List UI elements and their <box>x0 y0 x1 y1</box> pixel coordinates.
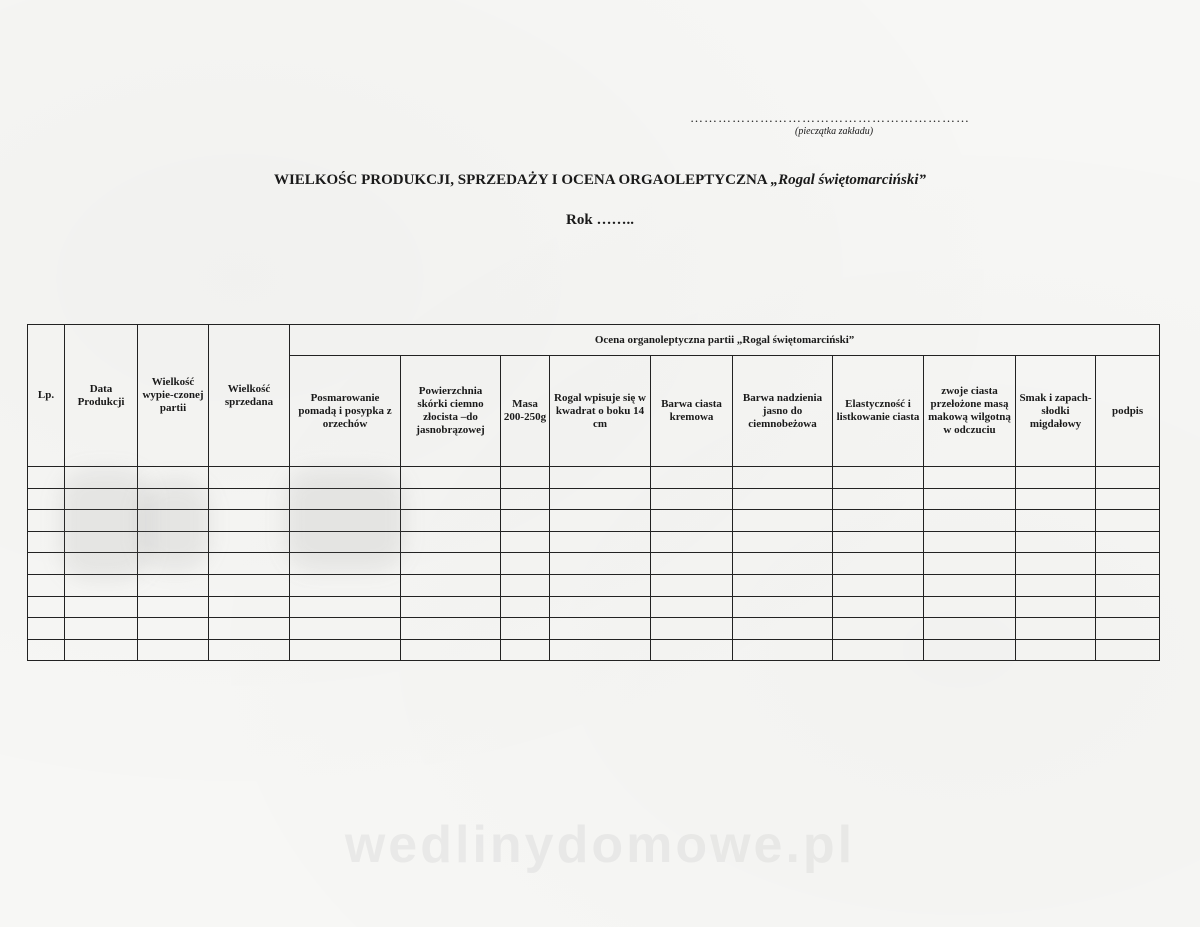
table-cell[interactable] <box>1096 639 1160 661</box>
table-cell[interactable] <box>138 639 209 661</box>
title-product: „Rogal świętomarciński” <box>770 172 927 188</box>
table-cell[interactable] <box>550 574 651 596</box>
table-cell[interactable] <box>1096 618 1160 640</box>
table-cell[interactable] <box>209 574 290 596</box>
title-main: WIELKOŚC PRODUKCJI, SPRZEDAŻY I OCENA ORGAOLEPTYCZNA <box>273 172 771 188</box>
table-cell[interactable] <box>1096 488 1160 510</box>
table-cell[interactable] <box>28 596 65 618</box>
table-cell[interactable] <box>651 488 733 510</box>
table-cell[interactable] <box>401 553 501 575</box>
header-batch-size: Wielkość wypie-czonej partii <box>138 325 209 467</box>
table-cell[interactable] <box>924 596 1016 618</box>
table-cell[interactable] <box>651 618 733 640</box>
table-cell[interactable] <box>1096 553 1160 575</box>
header-elasticity: Elastyczność i listkowanie ciasta <box>833 356 924 467</box>
table-cell[interactable] <box>501 467 550 489</box>
header-lp: Lp. <box>28 325 65 467</box>
year-label: Rok …….. <box>566 212 634 228</box>
table-cell[interactable] <box>401 618 501 640</box>
table-cell[interactable] <box>209 488 290 510</box>
table-cell[interactable] <box>733 618 833 640</box>
table-cell[interactable] <box>1096 531 1160 553</box>
table-cell[interactable] <box>501 618 550 640</box>
table-cell[interactable] <box>1016 531 1096 553</box>
table-cell[interactable] <box>733 531 833 553</box>
table-cell[interactable] <box>501 553 550 575</box>
document-title <box>0 172 1200 189</box>
header-square: Rogal wpisuje się w kwadrat o boku 14 cm <box>550 356 651 467</box>
table-cell[interactable] <box>209 553 290 575</box>
table-cell[interactable] <box>924 488 1016 510</box>
table-row <box>28 618 1160 640</box>
table-cell[interactable] <box>833 488 924 510</box>
table-cell[interactable] <box>924 553 1016 575</box>
table-cell[interactable] <box>209 467 290 489</box>
table-cell[interactable] <box>1016 639 1096 661</box>
table-cell[interactable] <box>28 553 65 575</box>
table-cell[interactable] <box>28 510 65 532</box>
table-cell[interactable] <box>401 531 501 553</box>
table-cell[interactable] <box>550 553 651 575</box>
blurred-area <box>60 470 150 580</box>
table-cell[interactable] <box>924 467 1016 489</box>
table-cell[interactable] <box>833 639 924 661</box>
table-cell[interactable] <box>733 488 833 510</box>
table-cell[interactable] <box>401 510 501 532</box>
table-cell[interactable] <box>924 574 1016 596</box>
table-cell[interactable] <box>833 467 924 489</box>
header-date: Data Produkcji <box>65 325 138 467</box>
blurred-area <box>285 470 405 570</box>
table-cell[interactable] <box>1016 574 1096 596</box>
table-cell[interactable] <box>651 510 733 532</box>
table-cell[interactable] <box>550 618 651 640</box>
table-cell[interactable] <box>1016 488 1096 510</box>
table-cell[interactable] <box>550 467 651 489</box>
header-layers: zwoje ciasta przełożone masą makową wilgotną w odczuciu <box>924 356 1016 467</box>
table-cell[interactable] <box>28 574 65 596</box>
header-sold: Wielkość sprzedana <box>209 325 290 467</box>
table-cell[interactable] <box>501 510 550 532</box>
table-cell[interactable] <box>833 553 924 575</box>
table-cell[interactable] <box>651 531 733 553</box>
blurred-area <box>140 480 210 570</box>
table-cell[interactable] <box>733 574 833 596</box>
table-cell[interactable] <box>28 488 65 510</box>
table-cell[interactable] <box>924 531 1016 553</box>
table-cell[interactable] <box>733 467 833 489</box>
table-cell[interactable] <box>1016 467 1096 489</box>
table-cell[interactable] <box>209 531 290 553</box>
table-cell[interactable] <box>1096 510 1160 532</box>
table-cell[interactable] <box>28 467 65 489</box>
table-cell[interactable] <box>290 596 401 618</box>
table-cell[interactable] <box>550 531 651 553</box>
table-cell[interactable] <box>651 467 733 489</box>
header-signature: podpis <box>1096 356 1160 467</box>
table-cell[interactable] <box>401 467 501 489</box>
table-cell[interactable] <box>550 639 651 661</box>
table-cell[interactable] <box>209 618 290 640</box>
header-taste: Smak i zapach-słodki migdałowy <box>1016 356 1096 467</box>
stamp-caption: (pieczątka zakładu) <box>795 126 874 137</box>
table-cell[interactable] <box>501 596 550 618</box>
table-cell[interactable] <box>1016 596 1096 618</box>
table-cell[interactable] <box>733 639 833 661</box>
table-cell[interactable] <box>501 574 550 596</box>
table-row <box>28 596 1160 618</box>
table-cell[interactable] <box>28 618 65 640</box>
table-cell[interactable] <box>65 618 138 640</box>
table-cell[interactable] <box>28 531 65 553</box>
header-mass: Masa 200-250g <box>501 356 550 467</box>
table-cell[interactable] <box>401 574 501 596</box>
table-cell[interactable] <box>550 510 651 532</box>
table-cell[interactable] <box>401 596 501 618</box>
table-cell[interactable] <box>65 596 138 618</box>
table-cell[interactable] <box>1016 510 1096 532</box>
header-dough-color: Barwa ciasta kremowa <box>651 356 733 467</box>
table-cell[interactable] <box>501 488 550 510</box>
table-cell[interactable] <box>290 618 401 640</box>
table-cell[interactable] <box>209 639 290 661</box>
table-cell[interactable] <box>290 574 401 596</box>
table-cell[interactable] <box>401 488 501 510</box>
table-cell[interactable] <box>138 574 209 596</box>
table-cell[interactable] <box>833 618 924 640</box>
table-cell[interactable] <box>924 639 1016 661</box>
table-cell[interactable] <box>1096 574 1160 596</box>
table-cell[interactable] <box>733 510 833 532</box>
table-cell[interactable] <box>1016 618 1096 640</box>
table-cell[interactable] <box>501 531 550 553</box>
table-cell[interactable] <box>651 574 733 596</box>
table-cell[interactable] <box>501 639 550 661</box>
header-surface: Powierzchnia skórki ciemno złocista –do jasnobrązowej <box>401 356 501 467</box>
table-cell[interactable] <box>28 639 65 661</box>
table-cell[interactable] <box>1096 467 1160 489</box>
table-cell[interactable] <box>651 596 733 618</box>
table-cell[interactable] <box>209 596 290 618</box>
table-cell[interactable] <box>550 488 651 510</box>
table-cell[interactable] <box>833 574 924 596</box>
table-row <box>28 574 1160 596</box>
table-cell[interactable] <box>138 618 209 640</box>
table-cell[interactable] <box>733 596 833 618</box>
table-row <box>28 639 1160 661</box>
header-filling-color: Barwa nadzienia jasno do ciemnobeżowa <box>733 356 833 467</box>
table-cell[interactable] <box>550 596 651 618</box>
table-cell[interactable] <box>833 596 924 618</box>
table-cell[interactable] <box>651 639 733 661</box>
table-cell[interactable] <box>651 553 733 575</box>
table-cell[interactable] <box>138 596 209 618</box>
table-cell[interactable] <box>65 639 138 661</box>
table-cell[interactable] <box>833 510 924 532</box>
table-cell[interactable] <box>1016 553 1096 575</box>
header-glaze: Posmarowanie pomadą i posypka z orzechów <box>290 356 401 467</box>
table-cell[interactable] <box>833 531 924 553</box>
table-cell[interactable] <box>924 510 1016 532</box>
watermark: wedlinydomowe.pl <box>344 816 856 874</box>
table-cell[interactable] <box>290 639 401 661</box>
table-cell[interactable] <box>924 618 1016 640</box>
table-cell[interactable] <box>733 553 833 575</box>
table-cell[interactable] <box>1096 596 1160 618</box>
stamp-dotted-line: …………………………………………………… <box>690 110 970 125</box>
table-cell[interactable] <box>209 510 290 532</box>
header-organoleptic-group: Ocena organoleptyczna partii „Rogal świętomarciński” <box>290 325 1160 356</box>
table-cell[interactable] <box>401 639 501 661</box>
